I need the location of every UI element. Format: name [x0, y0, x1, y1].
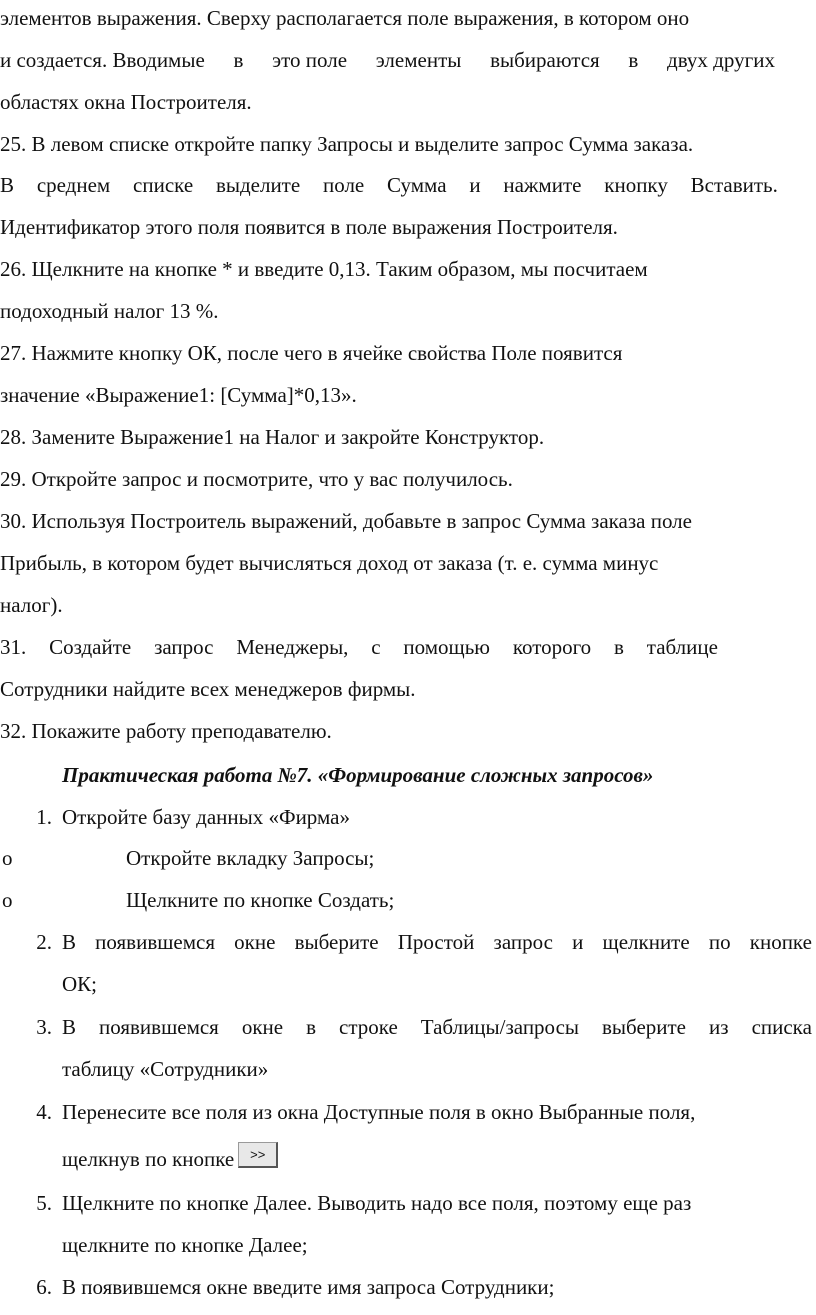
step-25-line-2	[0, 172, 778, 198]
word: в	[628, 48, 639, 72]
word: появившемся	[95, 930, 215, 954]
list-item-5-number: 5.	[36, 1191, 52, 1215]
step-28: 28. Замените Выражение1 на Налог и закройте Конструктор.	[0, 425, 545, 449]
word: 31.	[0, 635, 27, 659]
intro-line-1: элементов выражения. Сверху располагается поле выражения, в котором оно	[0, 6, 690, 30]
step-27-line-1: 27. Нажмите кнопку ОК, после чего в ячейке свойства Поле появится	[0, 341, 623, 365]
word: выберите	[294, 930, 379, 954]
word: щелкните	[602, 930, 690, 954]
word: выделите	[215, 173, 301, 197]
bullet-1-text: Откройте вкладку Запросы;	[126, 846, 375, 870]
list-item-4-line-1: Перенесите все поля из окна Доступные поля в окно Выбранные поля,	[62, 1100, 696, 1124]
word: запрос	[493, 930, 553, 954]
list-item-4-number: 4.	[36, 1100, 52, 1124]
word: среднем	[36, 173, 111, 197]
list-item-4-line-2	[62, 1146, 278, 1174]
word: В	[0, 173, 15, 197]
word: таблице	[646, 635, 718, 659]
word: Создайте	[49, 635, 132, 659]
word: поле	[322, 173, 365, 197]
word: Таблицы/запросы	[420, 1015, 580, 1039]
intro-line-2	[0, 47, 775, 73]
word: появившемся	[99, 1015, 219, 1039]
step-27-line-2: значение «Выражение1: [Сумма]*0,13».	[0, 383, 357, 407]
word: выберите	[602, 1015, 687, 1039]
step-32: 32. Покажите работу преподавателю.	[0, 719, 332, 743]
step-26-line-2: подоходный налог 13 %.	[0, 299, 219, 323]
list-item-6-line-1: В появившемся окне введите имя запроса Сотрудники;	[62, 1275, 555, 1299]
list-item-2-line-2: ОК;	[62, 972, 98, 996]
word: которого	[512, 635, 592, 659]
section-heading: Практическая работа №7. «Формирование сложных запросов»	[62, 763, 654, 787]
word: списке	[133, 173, 194, 197]
step-25-line-3: Идентификатор этого поля появится в поле выражения Построителя.	[0, 215, 618, 239]
word: двух других	[667, 48, 775, 72]
bullet-2-text: Щелкните по кнопке Создать;	[126, 888, 395, 912]
word: в	[614, 635, 624, 659]
list-item-3-number: 3.	[36, 1015, 52, 1039]
list-item-5-line-1: Щелкните по кнопке Далее. Выводить надо все поля, поэтому еще раз	[62, 1191, 692, 1215]
word: элементы	[375, 48, 462, 72]
step-31-line-2: Сотрудники найдите всех менеджеров фирмы.	[0, 677, 416, 701]
word: Менеджеры,	[236, 635, 349, 659]
word: с	[371, 635, 381, 659]
intro-line-3: областях окна Построителя.	[0, 90, 252, 114]
list-item-1-text: Откройте базу данных «Фирма»	[62, 805, 350, 829]
word: Вставить.	[690, 173, 778, 197]
word: списка	[751, 1015, 812, 1039]
list-item-3-line-1	[62, 1014, 812, 1040]
word: В	[62, 930, 77, 954]
step-25-line-1: 25. В левом списке откройте папку Запросы и выделите запрос Сумма заказа.	[0, 132, 694, 156]
word: и	[469, 173, 481, 197]
step-26-line-1: 26. Щелкните на кнопке * и введите 0,13. Таким образом, мы посчитаем	[0, 257, 648, 281]
step-30-line-1: 30. Используя Построитель выражений, добавьте в запрос Сумма заказа поле	[0, 509, 692, 533]
step-30-line-2: Прибыль, в котором будет вычисляться доход от заказа (т. е. сумма минус	[0, 551, 659, 575]
word: кнопке	[749, 930, 812, 954]
word: запрос	[154, 635, 214, 659]
list-item-2-number: 2.	[36, 930, 52, 954]
word: В	[62, 1015, 77, 1039]
step-30-line-3: налог).	[0, 593, 63, 617]
word: по	[708, 930, 731, 954]
word: Сумма	[387, 173, 447, 197]
word: выбираются	[490, 48, 600, 72]
step-31-line-1	[0, 634, 718, 660]
word: окне	[241, 1015, 284, 1039]
bullet-1-marker: o	[2, 846, 13, 870]
word: строке	[339, 1015, 398, 1039]
word: из	[709, 1015, 729, 1039]
word: нажмите	[503, 173, 582, 197]
bullet-2-marker: o	[2, 888, 13, 912]
word: в	[306, 1015, 317, 1039]
step-29: 29. Откройте запрос и посмотрите, что у вас получилось.	[0, 467, 513, 491]
word: окне	[234, 930, 276, 954]
word: в	[233, 48, 244, 72]
list-item-4-line-2-text: щелкнув по кнопке	[62, 1147, 235, 1171]
word: Простой	[397, 930, 475, 954]
list-item-6-number: 6.	[36, 1275, 52, 1299]
list-item-1-number: 1.	[36, 805, 52, 829]
word: и создается. Вводимые	[0, 48, 205, 72]
word: помощью	[403, 635, 490, 659]
word: это поле	[272, 48, 348, 72]
move-all-button-image: >>	[238, 1142, 278, 1168]
list-item-5-line-2: щелкните по кнопке Далее;	[62, 1233, 308, 1257]
list-item-2-line-1	[62, 929, 812, 955]
list-item-3-line-2: таблицу «Сотрудники»	[62, 1057, 269, 1081]
word: и	[572, 930, 584, 954]
word: кнопку	[604, 173, 668, 197]
